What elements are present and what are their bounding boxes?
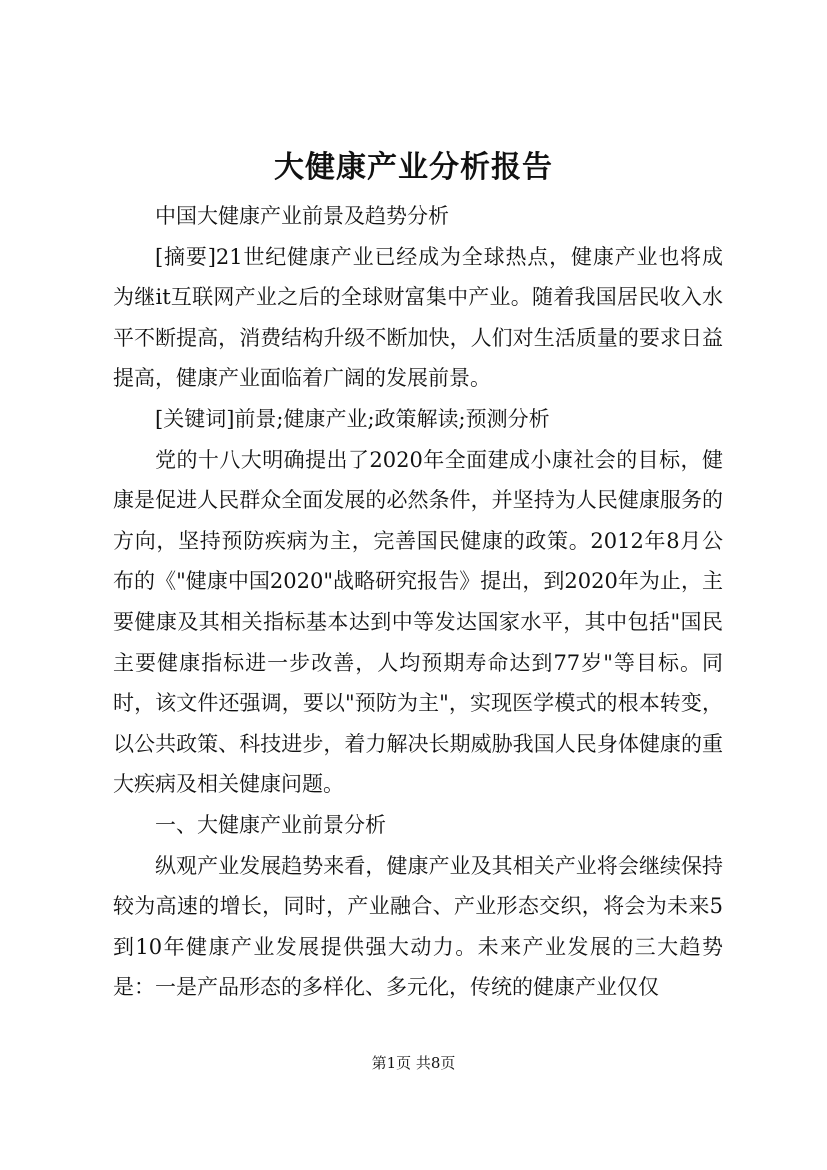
keywords-paragraph: [关键词]前景;健康产业;政策解读;预测分析: [155, 406, 550, 431]
page-number-label: 第1页 共8页: [371, 1054, 456, 1072]
document-title: 大健康产业分析报告: [274, 150, 553, 185]
abstract-paragraph: [摘要]21世纪健康产业已经成为全球热点，健康产业也将成为继it互联网产业之后的全球财富集中产业。随着我国居民收入水平不断提高，消费结构升级不断加快，人们对生活质量的要求日益提高，健康产业面临着广阔的发展前景。: [113, 244, 723, 391]
body-paragraph: 纵观产业发展趋势来看，健康产业及其相关产业将会继续保持较为高速的增长，同时，产业融合、产业形态交织，将会为未来5到10年健康产业发展提供强大动力。未来产业发展的三大趋势是：一是产品形态的多样化、多元化，传统的健康产业仅仅: [113, 853, 723, 1000]
document-body: [113, 196, 723, 1008]
body-paragraph: 党的十八大明确提出了2020年全面建成小康社会的目标，健康是促进人民群众全面发展的必然条件，并坚持为人民健康服务的方向，坚持预防疾病为主，完善国民健康的政策。2012年8月公布的《"健康中国2020"战略研究报告》提出，到2020年为止，主要健康及其相关指标基本达到中等发达国家水平，其中包括"国民主要健康指标进一步改善，人均预期寿命达到77岁"等目标。同时，该文件还强调，要以"预防为主"，实现医学模式的根本转变，以公共政策、科技进步，着力解决长期威胁我国人民身体健康的重大疾病及相关健康问题。: [113, 447, 723, 797]
subtitle-paragraph: 中国大健康产业前景及趋势分析: [155, 204, 449, 228]
page-footer: [0, 1053, 827, 1073]
section-heading: 一、大健康产业前景分析: [155, 812, 386, 837]
